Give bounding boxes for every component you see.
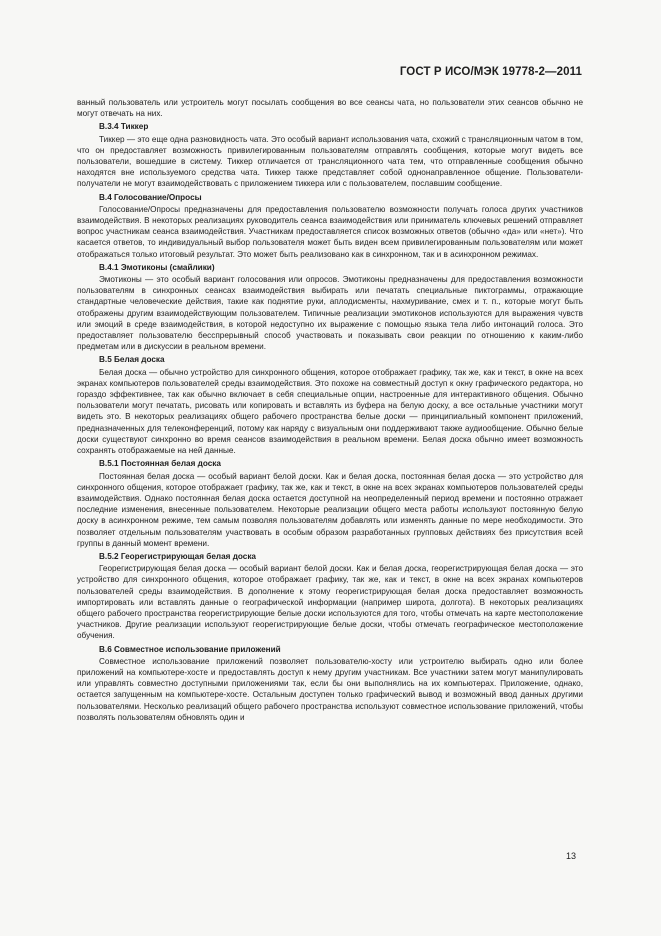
paragraph: Георегистрирующая белая доска — особый вариант белой доски. Как и белая доска, георегистрирующая белая доска — это устройство для синхронного общения, которое отображает графику, так же, как и текст, в окне на всех экранах компьютеров пользователей среды взаимодействия. В дополнение к этому георегистрирующая белая доска предоставляет возможность импортировать или вставлять данные о географической информации (например широта, долгота). В некоторых реализациях общего рабочего пространства георегистрирующие белые доски используются для того, чтобы отмечать на карте местоположение участников. Другие реализации используют георегистрирующие белые доски, чтобы отмечать географическое местоположение обучения. xyxy=(77,564,583,641)
section-heading: B.5.2 Георегистрирующая белая доска xyxy=(99,551,256,561)
section-heading: B.4.1 Эмотиконы (смайлики) xyxy=(99,262,215,272)
section-heading: B.3.4 Тиккер xyxy=(99,122,149,132)
paragraph: Голосование/Опросы предназначены для предоставления пользователю возможности получать голоса других участников взаимодействия. В некоторых реализациях руководитель сеанса взаимодействия или приниматель ключевых решений отправляет вопрос участникам сеанса взаимодействия. Участникам предоставляется список возможных ответов (обычно «да» или «нет»). Что касается ответов, то индивидуальный выбор пользователя может быть виден всем привилегированным пользователям или может отображаться только итоговый результат. Это может быть реализовано как в синхронном, так и в асинхронном режимах. xyxy=(77,204,583,259)
document-body xyxy=(77,97,583,723)
page-number: 13 xyxy=(566,851,577,861)
section-heading: B.5.1 Постоянная белая доска xyxy=(99,459,221,469)
paragraph: Эмотиконы — это особый вариант голосования или опросов. Эмотиконы предназначены для предоставления возможности пользователям в синхронных сеансах взаимодействия выбирать или печатать специальные пиктограммы, отражающие стандартные человеческие действия, такие как поднятие руки, аплодисменты, нахмуривание, смех и т. п., которые могут быть отображены другим взаимодействующим пользователем. Типичные реализации эмотиконов используются для выражения чувств или эмоций в среде взаимодействия, в которой недоступно их выражение с помощью языка тела либо интонаций голоса. Это предоставляет пользователю бесспрерывный способ участвовать и показывать свои реакции по отношению к каким-либо предметам или в дискуссии в реальном времени. xyxy=(77,275,583,352)
section-heading: B.6 Совместное использование приложений xyxy=(99,644,281,654)
document-header: ГОСТ Р ИСО/МЭК 19778-2—2011 xyxy=(399,66,582,78)
paragraph: ванный пользователь или устроитель могут посылать сообщения во все сеансы чата, но пользователи этих сеансов обычно не могут отвечать на них. xyxy=(77,98,583,119)
section-heading: B.5 Белая доска xyxy=(99,355,165,365)
paragraph: Постоянная белая доска — особый вариант белой доски. Как и белая доска, постоянная белая доска — это устройство для синхронного общения, которое отображает графику, так же, как и текст, в окне на всех экранах компьютеров пользователей среды взаимодействия. Однако постоянная белая доска остается доступной на неопределенный период времени и постоянно отражает последние изменения, внесенные пользователем. Некоторые реализации общего места работы используют постоянную белую доску в асинхронном режиме, тем самым позволяя пользователям добавлять или изменять данные по мере необходимости. Это позволяет отдельным пользователям участвовать в особым образом разработанных групповых действиях без присутствия всей группы в данный момент времени. xyxy=(77,471,583,548)
section-heading: B.4 Голосование/Опросы xyxy=(99,192,202,202)
paragraph: Белая доска — обычно устройство для синхронного общения, которое отображает графику, так же, как и текст, в окне на всех экранах компьютеров пользователей среды взаимодействия. Это похоже на совместный доступ к окну графического редактора, но гораздо эффективнее, так как обычно включает в себя специальные опции, настроенные для интерактивного общения. Обычно пользователи могут печатать, рисовать или копировать и вставлять из буфера на белую доску, а все остальные участники могут видеть это. В некоторых реализациях общего рабочего пространства белые доски — принципиальный компонент приложений, предназначенных для телеконференций, потому как наряду с визуальным они поддерживают также аудиообщение. Обычно белые доски существуют синхронно во время сеансов взаимодействия в реальном времени. Белая доска обычно имеет возможность сохранять отображаемые на ней данные. xyxy=(77,367,583,456)
paragraph: Тиккер — это еще одна разновидность чата. Это особый вариант использования чата, схожий с трансляционным чатом в том, что он предоставляет возможность привилегированным пользователям отправлять сообщения, которые могут видеть все пользователи, вошедшие в систему. Тиккер отличается от трансляционного чата тем, что отправленные сообщения обычно находятся вне используемого средства чата. Тиккер также представляет собой однонаправленное общение. Пользователи-получатели не могут взаимодействовать с приложением тиккера или с пользователем, пославшим сообщение. xyxy=(77,134,583,189)
paragraph: Совместное использование приложений позволяет пользователю-хосту или устроителю выбирать одно или более приложений на компьютере-хосте и предоставлять доступ к нему другим участникам. Все участники затем могут манипулировать или управлять совместно доступными приложениями так, если бы они выполнялись на их компьютерах. Приложение, однако, остается запущенным на компьютере-хосте. Остальным доступен только графический вывод и возможный ввод данных другими пользователями. Несколько реализаций общего рабочего пространства используют совместное использование приложений, чтобы позволять пользователям обновлять один и xyxy=(77,656,583,722)
